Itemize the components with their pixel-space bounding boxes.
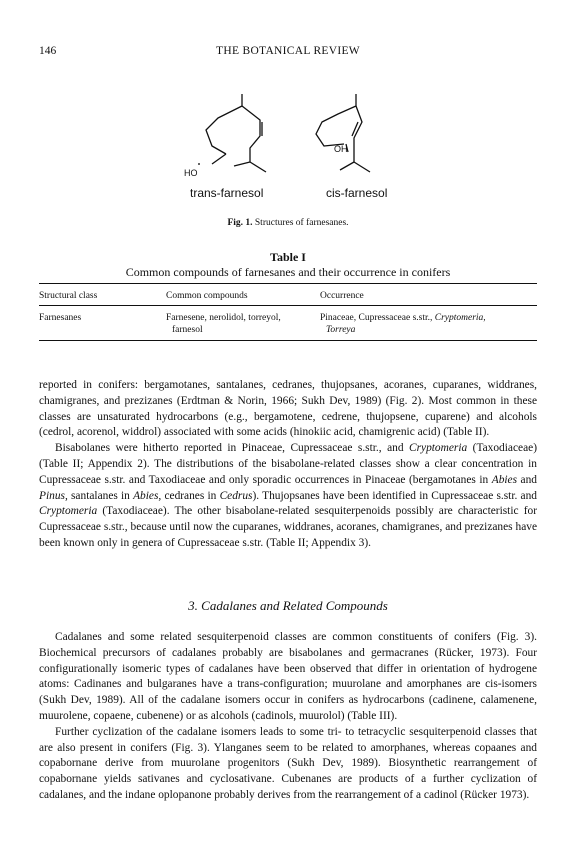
table-cell-compounds: Farnesene, nerolidol, torreyol, bbox=[166, 313, 281, 323]
table-title: Table I bbox=[270, 250, 306, 264]
para2-seg: Cryptomeria bbox=[39, 505, 98, 518]
cis-farnesol-structure bbox=[296, 92, 406, 182]
table-cell-occurrence bbox=[320, 312, 486, 324]
trans-farnesol-structure bbox=[180, 92, 290, 182]
cis-farnesol-label: cis-farnesol bbox=[326, 186, 388, 200]
table-subtitle: Common compounds of farnesanes and their occurrence in conifers bbox=[125, 265, 451, 279]
para2-seg: Cedrus bbox=[219, 489, 253, 502]
table-header-rule bbox=[39, 305, 537, 306]
trans-farnesol-hydroxyl-label: HO bbox=[184, 168, 198, 178]
para2-seg: Bisabolanes were hitherto reported in Pinaceae, Cupressaceae s.str., and bbox=[55, 442, 409, 455]
table-bottom-rule bbox=[39, 340, 537, 341]
para2-seg: cedranes in bbox=[161, 489, 220, 502]
para2-seg: and bbox=[517, 473, 538, 486]
table-header-compounds: Common compounds bbox=[166, 291, 248, 301]
para2-seg: Abies bbox=[491, 473, 518, 486]
section-heading: 3. Cadalanes and Related Compounds bbox=[188, 598, 388, 613]
body-text-upper bbox=[39, 378, 537, 552]
table-cell-occurrence-genus: Cryptomeria, bbox=[434, 313, 486, 323]
para2-seg: ). Thujopsanes have been identified in Cupressaceae s.str. and bbox=[252, 489, 537, 502]
figure-caption-text: Structures of farnesanes. bbox=[252, 218, 349, 228]
table-cell-compounds-cont: farnesol bbox=[172, 325, 203, 335]
table-cell-occurrence-text: Pinaceae, Cupressaceae s.str., bbox=[320, 313, 435, 323]
paragraph-2 bbox=[39, 441, 537, 552]
para2-seg: Pinus, bbox=[39, 489, 68, 502]
body-text-lower bbox=[39, 630, 537, 804]
table-top-rule bbox=[39, 283, 537, 284]
table-cell-occurrence-genus-2: Torreya bbox=[326, 325, 356, 335]
para2-seg: Cryptomeria bbox=[408, 442, 468, 455]
table-header-class: Structural class bbox=[39, 291, 98, 301]
paragraph-3: Cadalanes and some related sesquiterpenoid classes are common constituents of conifers (Fig. 3). Biochemical precursors of cadalanes probably are bisabolanes and germacranes (Rücker, 1973). Four configurationally isomeric types of cadalanes have been observed that differ in orientation of hydrogene atoms: Cadinanes and bulgaranes have a trans-configuration; muurolane and amorphanes are cis-isomers (Sukh Dev, 1989). All of the cadalane isomers occur in conifers as hydrocarbons (cadinene, calamenene, muurolene, copaene, cubenene) or as alcohols (cadinols, muurolol) (Table III). bbox=[39, 631, 537, 722]
para2-seg: (Taxodiaceae) (Table II; Appendix 2). The distributions of the bisabolane-related classes show a clear concentration in Cupressaceae s.str. and Taxodiaceae and only sporadic occurrences in Pinaceae (bergamotanes in bbox=[39, 442, 537, 486]
table-cell-class: Farnesanes bbox=[39, 313, 82, 323]
running-header: THE BOTANICAL REVIEW bbox=[216, 45, 360, 57]
table-header-occurrence: Occurrence bbox=[320, 291, 364, 301]
figure-caption bbox=[0, 218, 576, 228]
page-number: 146 bbox=[39, 45, 57, 57]
paragraph-4: Further cyclization of the cadalane isomers leads to some tri- to tetracyclic sesquiterpenoid classes that are also present in conifers (Fig. 3). Ylanganes seem to be related to amorphanes, whereas copaanes and copabornane derive from muurolane progenitors (Sukh Dev, 1989). Biosynthetic rearrangement of copabornane yields sativanes and cyclosativane. Cubenanes are products of a further cyclization of cadalanes, and the indane oplopanone probably derives from the rearrangement of a cadinol (Rücker 1973). bbox=[39, 725, 537, 801]
paragraph-1: reported in conifers: bergamotanes, santalanes, cedranes, thujopsanes, acoranes, cuparanes, widdranes, chamigranes, and prezizanes (Erdtman & Norin, 1966; Sukh Dev, 1989) (Fig. 2). Most common in these classes are unsaturated hydrocarbons (e.g., bergamotene, cedrene, thujopsene, cuparene) and alcohols (cedrol, acorenol, widdrol) associated with some acids (hinokiic acid, chamigrenic acid) (Table II). bbox=[39, 379, 537, 439]
cis-farnesol-hydroxyl-label: OH bbox=[334, 144, 348, 154]
para2-seg: (Taxodiaceae). The other bisabolane-related sesquiterpenoids possibly are characteristic for Cupressaceae s.str., because until now the cuparanes, widdranes, acoranes, chamigranes, and prezizanes have been known only in genera of Cupressaceae s.str. (Table II; Appendix 3). bbox=[39, 505, 537, 549]
figure-caption-label: Fig. 1. bbox=[227, 218, 253, 228]
trans-farnesol-label: trans-farnesol bbox=[190, 186, 264, 200]
para2-seg: santalanes in bbox=[67, 489, 134, 502]
para2-seg: Abies, bbox=[133, 489, 162, 502]
table-cell-occurrence-cont bbox=[326, 324, 355, 336]
